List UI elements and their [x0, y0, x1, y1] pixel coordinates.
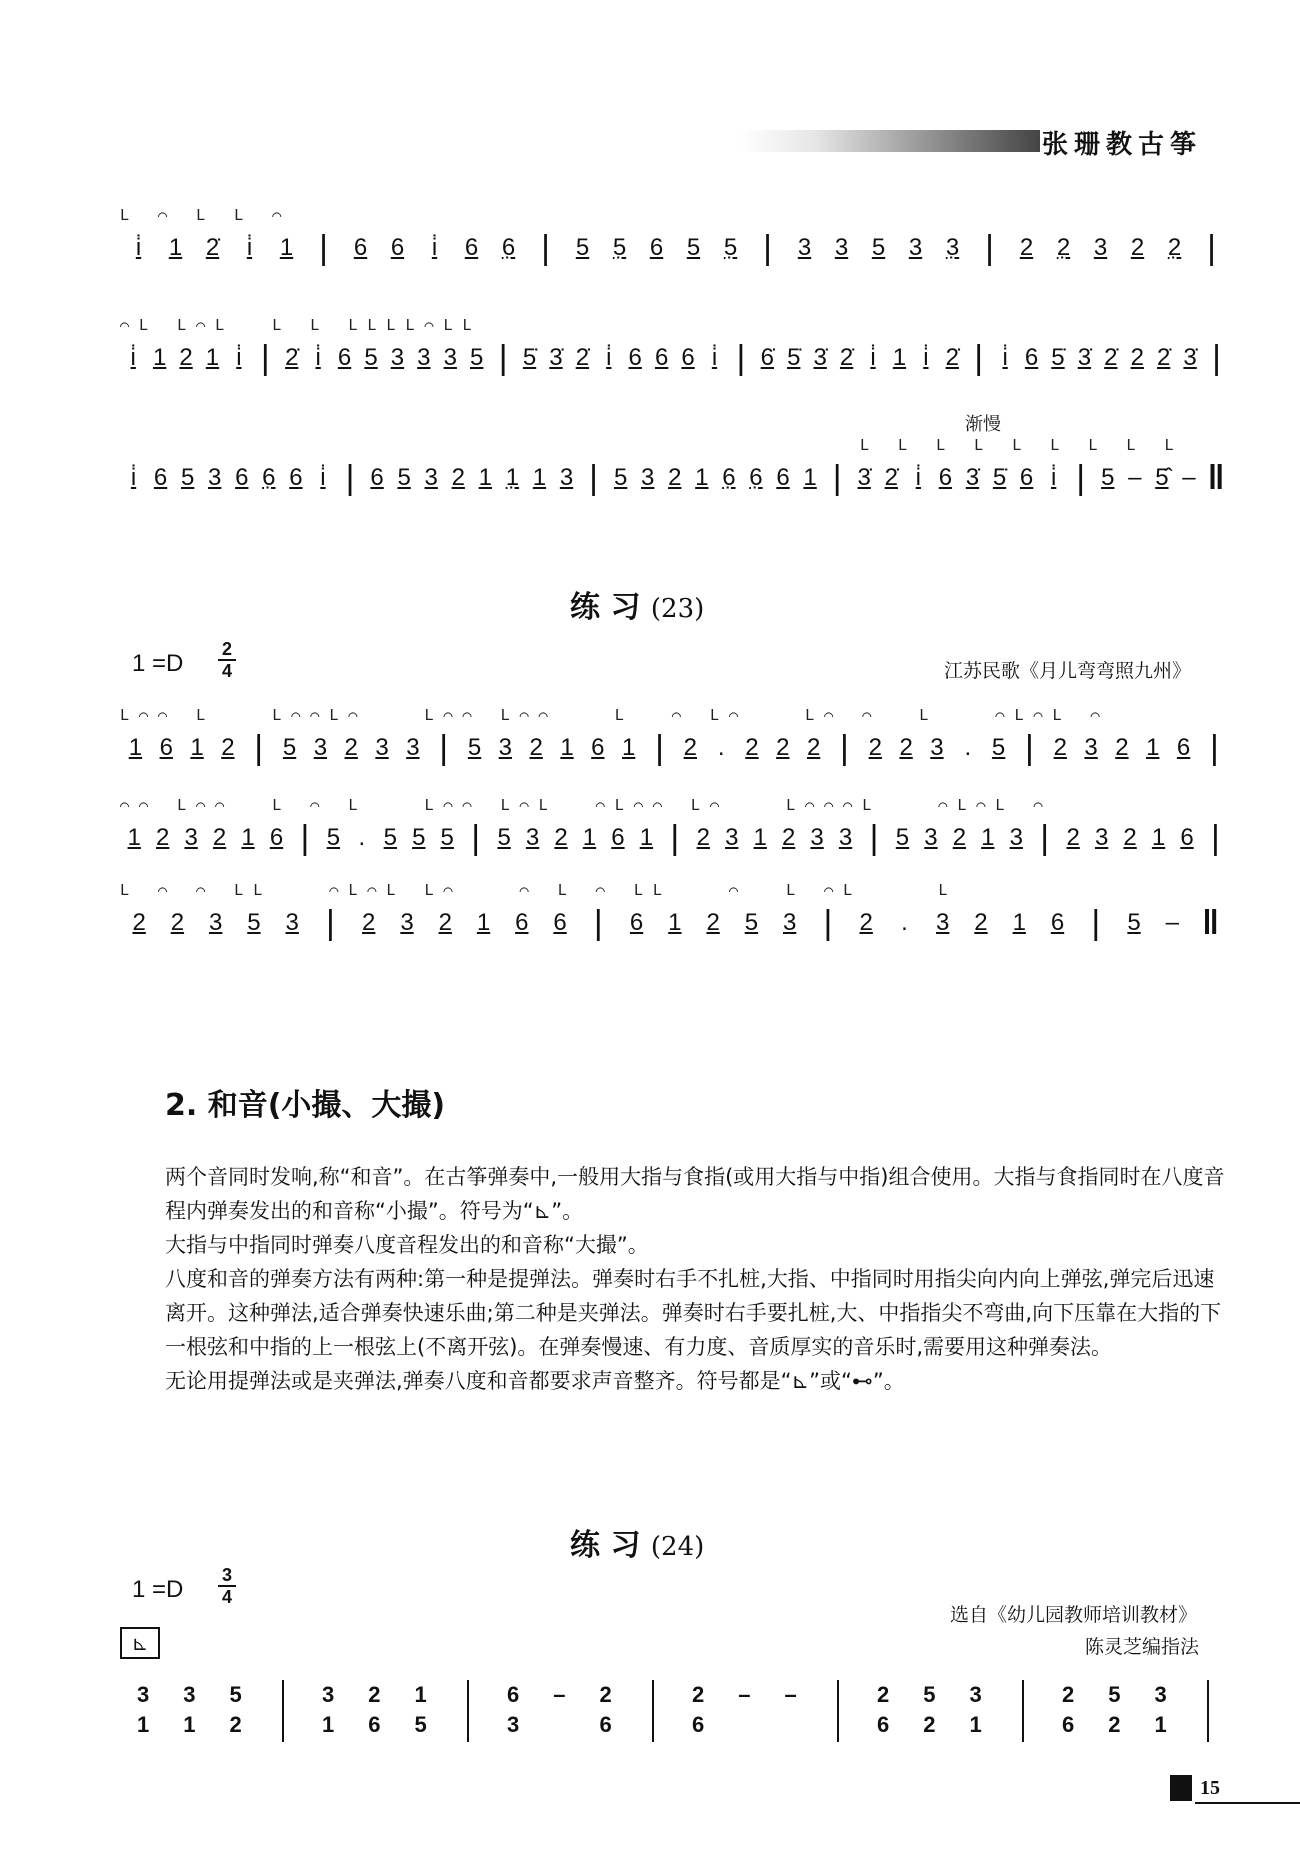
note: 3̇: [1077, 344, 1092, 371]
note: 5: [440, 824, 454, 851]
score1-line-3-fingering: L L L L L L L L L: [860, 436, 1184, 454]
chord-upper-note: 2: [692, 1682, 705, 1707]
note: i̇: [246, 234, 253, 261]
exercise-23-number: (23): [650, 594, 705, 624]
note: i̇: [135, 234, 142, 261]
note: 3̇: [1183, 344, 1197, 371]
note: 2: [781, 824, 796, 851]
chord-lower-note: 3: [507, 1712, 520, 1737]
time-sig-bottom: 4: [221, 661, 232, 681]
chord-lower-note: 1: [322, 1712, 335, 1737]
exercise-24-label: 练 习: [570, 1528, 641, 1563]
note: 3: [184, 824, 198, 851]
time-sig-top: 2: [221, 639, 232, 659]
barline: |: [655, 729, 664, 767]
note: 5: [1127, 909, 1141, 936]
note: 2: [344, 734, 358, 761]
barline: |: [832, 459, 842, 497]
note: 5: [871, 234, 886, 261]
barline: [1207, 1680, 1209, 1742]
exercise-24-title: [570, 1520, 704, 1564]
note: 6: [1019, 464, 1034, 491]
note: 3: [208, 464, 222, 491]
note: 2: [179, 344, 193, 371]
barline: |: [593, 904, 603, 942]
note: i̇: [711, 344, 718, 371]
exercise-23-line-2: ⌒⌒ L⌒⌒ L ⌒ L L⌒⌒ L⌒L ⌒L⌒⌒ L⌒ L⌒⌒⌒L ⌒L⌒L ⌒ 1 2 3 2 1 6 | 5 . 5 5 5 | 5 3 2 1 6 1 | 2 3 1 2 3 3 | 5 3 2 1 3 | 2 3 2 1 6 |: [120, 810, 1230, 882]
note: 5̣: [723, 234, 738, 261]
xiaocuo-symbol-box: ⊾: [120, 1627, 160, 1659]
note: 1: [168, 234, 183, 261]
exercise-23-source: 江苏民歌《月儿弯弯照九州》: [944, 660, 1192, 682]
note: 6: [390, 234, 405, 261]
note: 6: [591, 734, 605, 761]
note: 1: [695, 464, 709, 491]
note: 2: [451, 464, 465, 491]
exercise-23-key: 1 =D: [132, 650, 184, 677]
barline: |: [1091, 904, 1101, 942]
note: 5: [686, 234, 701, 261]
chord-upper-note: 3: [137, 1682, 150, 1707]
note: 5̇: [522, 344, 537, 371]
note: 6: [289, 464, 303, 491]
note: i̇: [431, 234, 438, 261]
note: 2: [859, 909, 873, 936]
note: 2: [362, 909, 376, 936]
note: 6: [1180, 824, 1194, 851]
note: –: [1165, 909, 1179, 936]
chord-upper-note: –: [738, 1682, 751, 1707]
chord-upper-note: 5: [1108, 1682, 1121, 1707]
note: 6: [681, 344, 695, 371]
note: 6̣: [501, 234, 516, 261]
note: 2: [806, 734, 821, 761]
note: 5: [247, 909, 261, 936]
note: 6: [159, 734, 173, 761]
note: .: [901, 909, 908, 936]
note: 2: [868, 734, 882, 761]
chord-lower-note: 2: [1108, 1712, 1121, 1737]
note: 3: [725, 824, 739, 851]
note: 6̇: [760, 344, 775, 371]
barline: |: [498, 339, 508, 377]
note: 1: [582, 824, 597, 851]
note: 3: [313, 734, 328, 761]
note: i̇: [606, 344, 612, 371]
note: 6: [1024, 344, 1039, 371]
barline: |: [1076, 459, 1086, 497]
barline: |: [823, 904, 833, 942]
note: 3: [400, 909, 414, 936]
note: 1: [152, 344, 167, 371]
score1-line-1-fingering: L ⌒ L L ⌒: [120, 206, 292, 224]
note: 1: [892, 344, 907, 371]
note: 3̇: [965, 464, 980, 491]
score1-line-1: [120, 206, 1230, 292]
chord-lower-note: 1: [1154, 1712, 1167, 1737]
note: 2̇: [1156, 344, 1171, 371]
note: i̇: [870, 344, 876, 371]
note: 1: [981, 824, 995, 851]
chord-upper-note: 2: [1062, 1682, 1075, 1707]
note: –: [1182, 464, 1196, 491]
note: 3: [525, 824, 540, 851]
note: 1: [205, 344, 220, 371]
note: 2: [1130, 234, 1145, 261]
exercise-24-time-signature: [218, 1566, 236, 1606]
note: 6: [337, 344, 352, 371]
note: 1: [1146, 734, 1160, 761]
exercise-23-label: 练 习: [570, 590, 641, 625]
note: 5̇: [787, 344, 801, 371]
barline: |: [260, 339, 270, 377]
note: 2: [683, 734, 697, 761]
chord-upper-note: 2: [368, 1682, 381, 1707]
note: 1: [668, 909, 682, 936]
paragraph-2: 大指与中指同时弹奏八度音程发出的和音称“大撮”。: [165, 1233, 649, 1257]
note: 2̣: [1056, 234, 1071, 261]
section-body: [165, 1160, 1230, 1398]
note: 6: [464, 234, 479, 261]
note: 6: [629, 909, 644, 936]
note: 5̇: [1051, 344, 1065, 371]
exercise-23-line-1: L⌒⌒ L L⌒⌒L⌒ L⌒⌒ L⌒⌒ L ⌒ L⌒ L⌒ ⌒ L ⌒L⌒L ⌒ 1 6 1 2 | 5 3 2 3 3 | 5 3 2 1 6 1 | 2 . 2 2 2 | 2 2 3 . 5 | 2 3 2 1 6 |: [120, 720, 1230, 792]
barline: |: [589, 459, 599, 497]
note: 3: [285, 909, 299, 936]
note: 5: [991, 734, 1006, 761]
note: 6: [1176, 734, 1191, 761]
chord-lower-note: 6: [368, 1712, 381, 1737]
note: 3: [443, 344, 457, 371]
barline: |: [974, 339, 984, 377]
exercise-24-arranger: 陈灵芝编指法: [1085, 1636, 1200, 1658]
book-title: 张珊教古筝: [1042, 130, 1203, 160]
chord-upper-note: 2: [877, 1682, 890, 1707]
note: 2: [529, 734, 543, 761]
chord-upper-note: 3: [1154, 1682, 1167, 1707]
note: 5: [364, 344, 378, 371]
score1-line-2-fingering: ⌒L L⌒L L L LLLL⌒LL: [120, 316, 482, 334]
note: 1: [1012, 909, 1026, 936]
note: 2̣: [1167, 234, 1182, 261]
note: 5: [1101, 464, 1115, 491]
note: 3: [424, 464, 438, 491]
note: 5: [895, 824, 910, 851]
note: 3: [208, 909, 223, 936]
note: 6: [269, 824, 284, 851]
note: 3: [498, 734, 513, 761]
note: i̇: [923, 344, 929, 371]
note: –: [1128, 464, 1142, 491]
barline: |: [1207, 229, 1216, 267]
note: 3: [1093, 234, 1108, 261]
note: 3: [834, 234, 849, 261]
chord-lower-note: 6: [1062, 1712, 1075, 1737]
note: 2̇: [884, 464, 898, 491]
note: 2: [899, 734, 913, 761]
note: 3̇: [549, 344, 563, 371]
barline: [467, 1680, 469, 1742]
note: 3: [782, 909, 797, 936]
note: 6: [776, 464, 790, 491]
note: 3: [797, 234, 812, 261]
barline: |: [736, 339, 746, 377]
note: 2: [156, 824, 170, 851]
note: 1: [560, 734, 574, 761]
footer-rule: [1195, 1802, 1300, 1804]
barline: ‖: [1207, 459, 1225, 497]
note: 3: [406, 734, 420, 761]
note: i̇: [236, 344, 242, 371]
chord-upper-note: –: [784, 1682, 797, 1707]
note: 2: [212, 824, 227, 851]
barline: |: [439, 729, 449, 767]
note: 1̣: [505, 464, 520, 491]
note: i̇: [915, 464, 922, 491]
chord-upper-note: –: [553, 1682, 566, 1707]
note: 2: [170, 909, 185, 936]
note: 6̣: [749, 464, 763, 491]
chord-upper-note: 2: [599, 1682, 612, 1707]
chord-upper-note: 3: [969, 1682, 982, 1707]
note: i̇: [130, 344, 136, 371]
page-marker: [1170, 1775, 1192, 1801]
note: 6: [515, 909, 529, 936]
barline: [1022, 1680, 1024, 1742]
note: 1: [621, 734, 636, 761]
tempo-marking: 渐慢: [965, 414, 1001, 435]
note: 2: [696, 824, 710, 851]
barline: ‖: [1202, 904, 1220, 942]
note: 2: [952, 824, 967, 851]
note: 6: [649, 234, 664, 261]
note: 6: [1050, 909, 1065, 936]
note: 3: [559, 464, 574, 491]
barline: |: [1211, 819, 1220, 857]
note: 3: [641, 464, 655, 491]
note: 1: [753, 824, 767, 851]
barline: |: [840, 729, 849, 767]
note: 2: [1053, 734, 1067, 761]
note: 6̣: [722, 464, 736, 491]
note: 2̇: [839, 344, 854, 371]
note: 5̣: [612, 234, 627, 261]
exercise-23-title: [570, 582, 704, 626]
note: 2̇: [945, 344, 959, 371]
chord-upper-note: 1: [414, 1682, 427, 1707]
note: 2: [776, 734, 790, 761]
note: i̇: [130, 464, 137, 491]
note: 2: [1019, 234, 1034, 261]
exercise-23-time-signature: [218, 640, 236, 680]
note: 5: [497, 824, 511, 851]
note: 5̇: [992, 464, 1007, 491]
note: 3̇: [857, 464, 871, 491]
time-sig-bottom: 4: [221, 1587, 232, 1607]
note: 6: [628, 344, 642, 371]
note: 6: [153, 464, 168, 491]
note: 3: [936, 909, 950, 936]
barline: [652, 1680, 654, 1742]
note: 6: [611, 824, 625, 851]
note: 5: [383, 824, 397, 851]
time-sig-top: 3: [221, 1565, 232, 1585]
barline: [282, 1680, 284, 1742]
note: 6: [938, 464, 953, 491]
barline: |: [345, 459, 355, 497]
paragraph-3: 八度和音的弹奏方法有两种:第一种是提弹法。弹奏时右手不扎桩,大指、中指同时用指尖向内向上弹弦,弹完后迅速离开。这种弹法,适合弹奏快速乐曲;第二种是夹弹法。弹奏时右手要扎桩,大、中指指尖不弯曲,向下压靠在大指的下一根弦和中指的上一根弦上(不离开弦)。在弹奏慢速、有力度、音质厚实的音乐时,需要用这种弹奏法。: [165, 1267, 1222, 1359]
chord-lower-note: 2: [229, 1712, 242, 1737]
note: 2: [1115, 734, 1129, 761]
barline: |: [985, 229, 994, 267]
note: 2: [1130, 344, 1144, 371]
barline: |: [763, 229, 772, 267]
note: 1: [279, 234, 294, 261]
note: .: [358, 824, 366, 851]
note: 3: [417, 344, 431, 371]
note: 5: [180, 464, 195, 491]
chord-lower-note: 6: [599, 1712, 612, 1737]
note: 1: [241, 824, 255, 851]
note: i̇: [1002, 344, 1008, 371]
note: 5: [326, 824, 341, 851]
note: 1: [190, 734, 204, 761]
barline: |: [254, 729, 264, 767]
chord-lower-note: 6: [692, 1712, 705, 1737]
note: 5: [470, 344, 484, 371]
score1-line-2: [120, 316, 1230, 402]
note: 2: [132, 909, 146, 936]
note: 3̇: [813, 344, 827, 371]
barline: |: [326, 904, 335, 942]
chord-lower-note: 5: [414, 1712, 427, 1737]
barline: |: [541, 229, 550, 267]
note: 5̂: [1155, 464, 1169, 491]
note: .: [964, 734, 972, 761]
barline: |: [1212, 339, 1221, 377]
barline: |: [1040, 819, 1050, 857]
barline: [837, 1680, 839, 1742]
note: 1: [532, 464, 547, 491]
chord-upper-note: 5: [923, 1682, 936, 1707]
note: 3̣: [945, 234, 960, 261]
barline: |: [670, 819, 680, 857]
note: .: [717, 734, 725, 761]
barline: |: [1025, 729, 1034, 767]
note: 6: [553, 909, 567, 936]
chord-lower-note: 1: [137, 1712, 150, 1737]
exercise-24-chords: [120, 1670, 1230, 1770]
note: 1: [476, 909, 491, 936]
chord-lower-note: 1: [969, 1712, 982, 1737]
note: 2̇: [205, 234, 220, 261]
page-number: 15: [1200, 1777, 1220, 1799]
note: 6̣: [262, 464, 276, 491]
note: 2: [1066, 824, 1080, 851]
chord-lower-note: 6: [877, 1712, 890, 1737]
note: 5: [744, 909, 759, 936]
paragraph-4: 无论用提弹法或是夹弹法,弹奏八度和音都要求声音整齐。符号都是“⊾”或“⊷”。: [165, 1369, 905, 1393]
note: 5: [282, 734, 297, 761]
chord-lower-note: 1: [183, 1712, 196, 1737]
barline: |: [471, 819, 481, 857]
chord-lower-note: 2: [923, 1712, 936, 1737]
exercise-24-source: 选自《幼儿园教师培训教材》: [950, 1604, 1198, 1626]
note: 2: [668, 464, 682, 491]
barline: |: [319, 229, 328, 267]
note: 3: [1009, 824, 1023, 851]
note: 5: [575, 234, 590, 261]
exercise-23-line-3: L ⌒ ⌒ LL ⌒L⌒L L⌒ ⌒ L ⌒ LL ⌒ L ⌒L L 2 2 3 5 3 | 2 3 2 1 6 6 | 6 1 2 5 3 | 2 . 3 2 1 6 | 5 – ‖: [120, 895, 1230, 967]
note: 3: [924, 824, 938, 851]
note: 3: [1084, 734, 1098, 761]
barline: |: [300, 819, 310, 857]
note: 2̇: [1104, 344, 1118, 371]
note: 3: [1094, 824, 1109, 851]
note: 6: [370, 464, 384, 491]
note: 1: [128, 734, 143, 761]
note: 5: [613, 464, 628, 491]
paragraph-1: 两个音同时发响,称“和音”。在古筝弹奏中,一般用大指与食指(或用大指与中指)组合使用。大指与食指同时在八度音程内弹奏发出的和音称“小撮”。符号为“⊾”。: [165, 1165, 1225, 1223]
note: 2: [554, 824, 568, 851]
barline: |: [869, 819, 879, 857]
note: 1: [127, 824, 141, 851]
score1-line-1-notes: [120, 229, 1230, 267]
note: 1: [478, 464, 493, 491]
note: 6: [235, 464, 249, 491]
note: 3: [810, 824, 824, 851]
note: 1: [803, 464, 817, 491]
note: 2: [706, 909, 720, 936]
score1-line-3-notes: [120, 459, 1230, 497]
note: 2: [974, 909, 988, 936]
score1-line-3: [120, 436, 1230, 522]
barline: |: [1209, 729, 1219, 767]
note: 2: [745, 734, 759, 761]
chord-upper-note: 3: [322, 1682, 335, 1707]
chord-upper-note: 6: [507, 1682, 520, 1707]
note: 2: [221, 734, 235, 761]
note: 5: [397, 464, 411, 491]
note: 3: [930, 734, 944, 761]
note: 1: [639, 824, 654, 851]
note: 3: [375, 734, 389, 761]
chord-upper-note: 3: [183, 1682, 196, 1707]
note: i̇: [315, 344, 321, 371]
note: 3: [390, 344, 405, 371]
note: i̇: [1050, 464, 1057, 491]
note: 6: [654, 344, 669, 371]
note: 3: [838, 824, 853, 851]
score1-line-2-notes: [120, 339, 1230, 377]
exercise-24-key: 1 =D: [132, 1576, 184, 1603]
note: 5: [412, 824, 426, 851]
note: 5: [467, 734, 482, 761]
note: 3: [908, 234, 923, 261]
note: 1: [1151, 824, 1166, 851]
note: 6: [353, 234, 368, 261]
note: i̇: [320, 464, 326, 491]
chord-upper-note: 5: [229, 1682, 242, 1707]
note: 2̇: [285, 344, 299, 371]
note: 2: [438, 909, 452, 936]
header-decoration: [740, 130, 1040, 152]
note: 2: [1123, 824, 1137, 851]
exercise-24-number: (24): [650, 1532, 705, 1562]
note: 2̇: [575, 344, 590, 371]
section-heading: 2. 和音(小撮、大撮): [165, 1088, 446, 1123]
